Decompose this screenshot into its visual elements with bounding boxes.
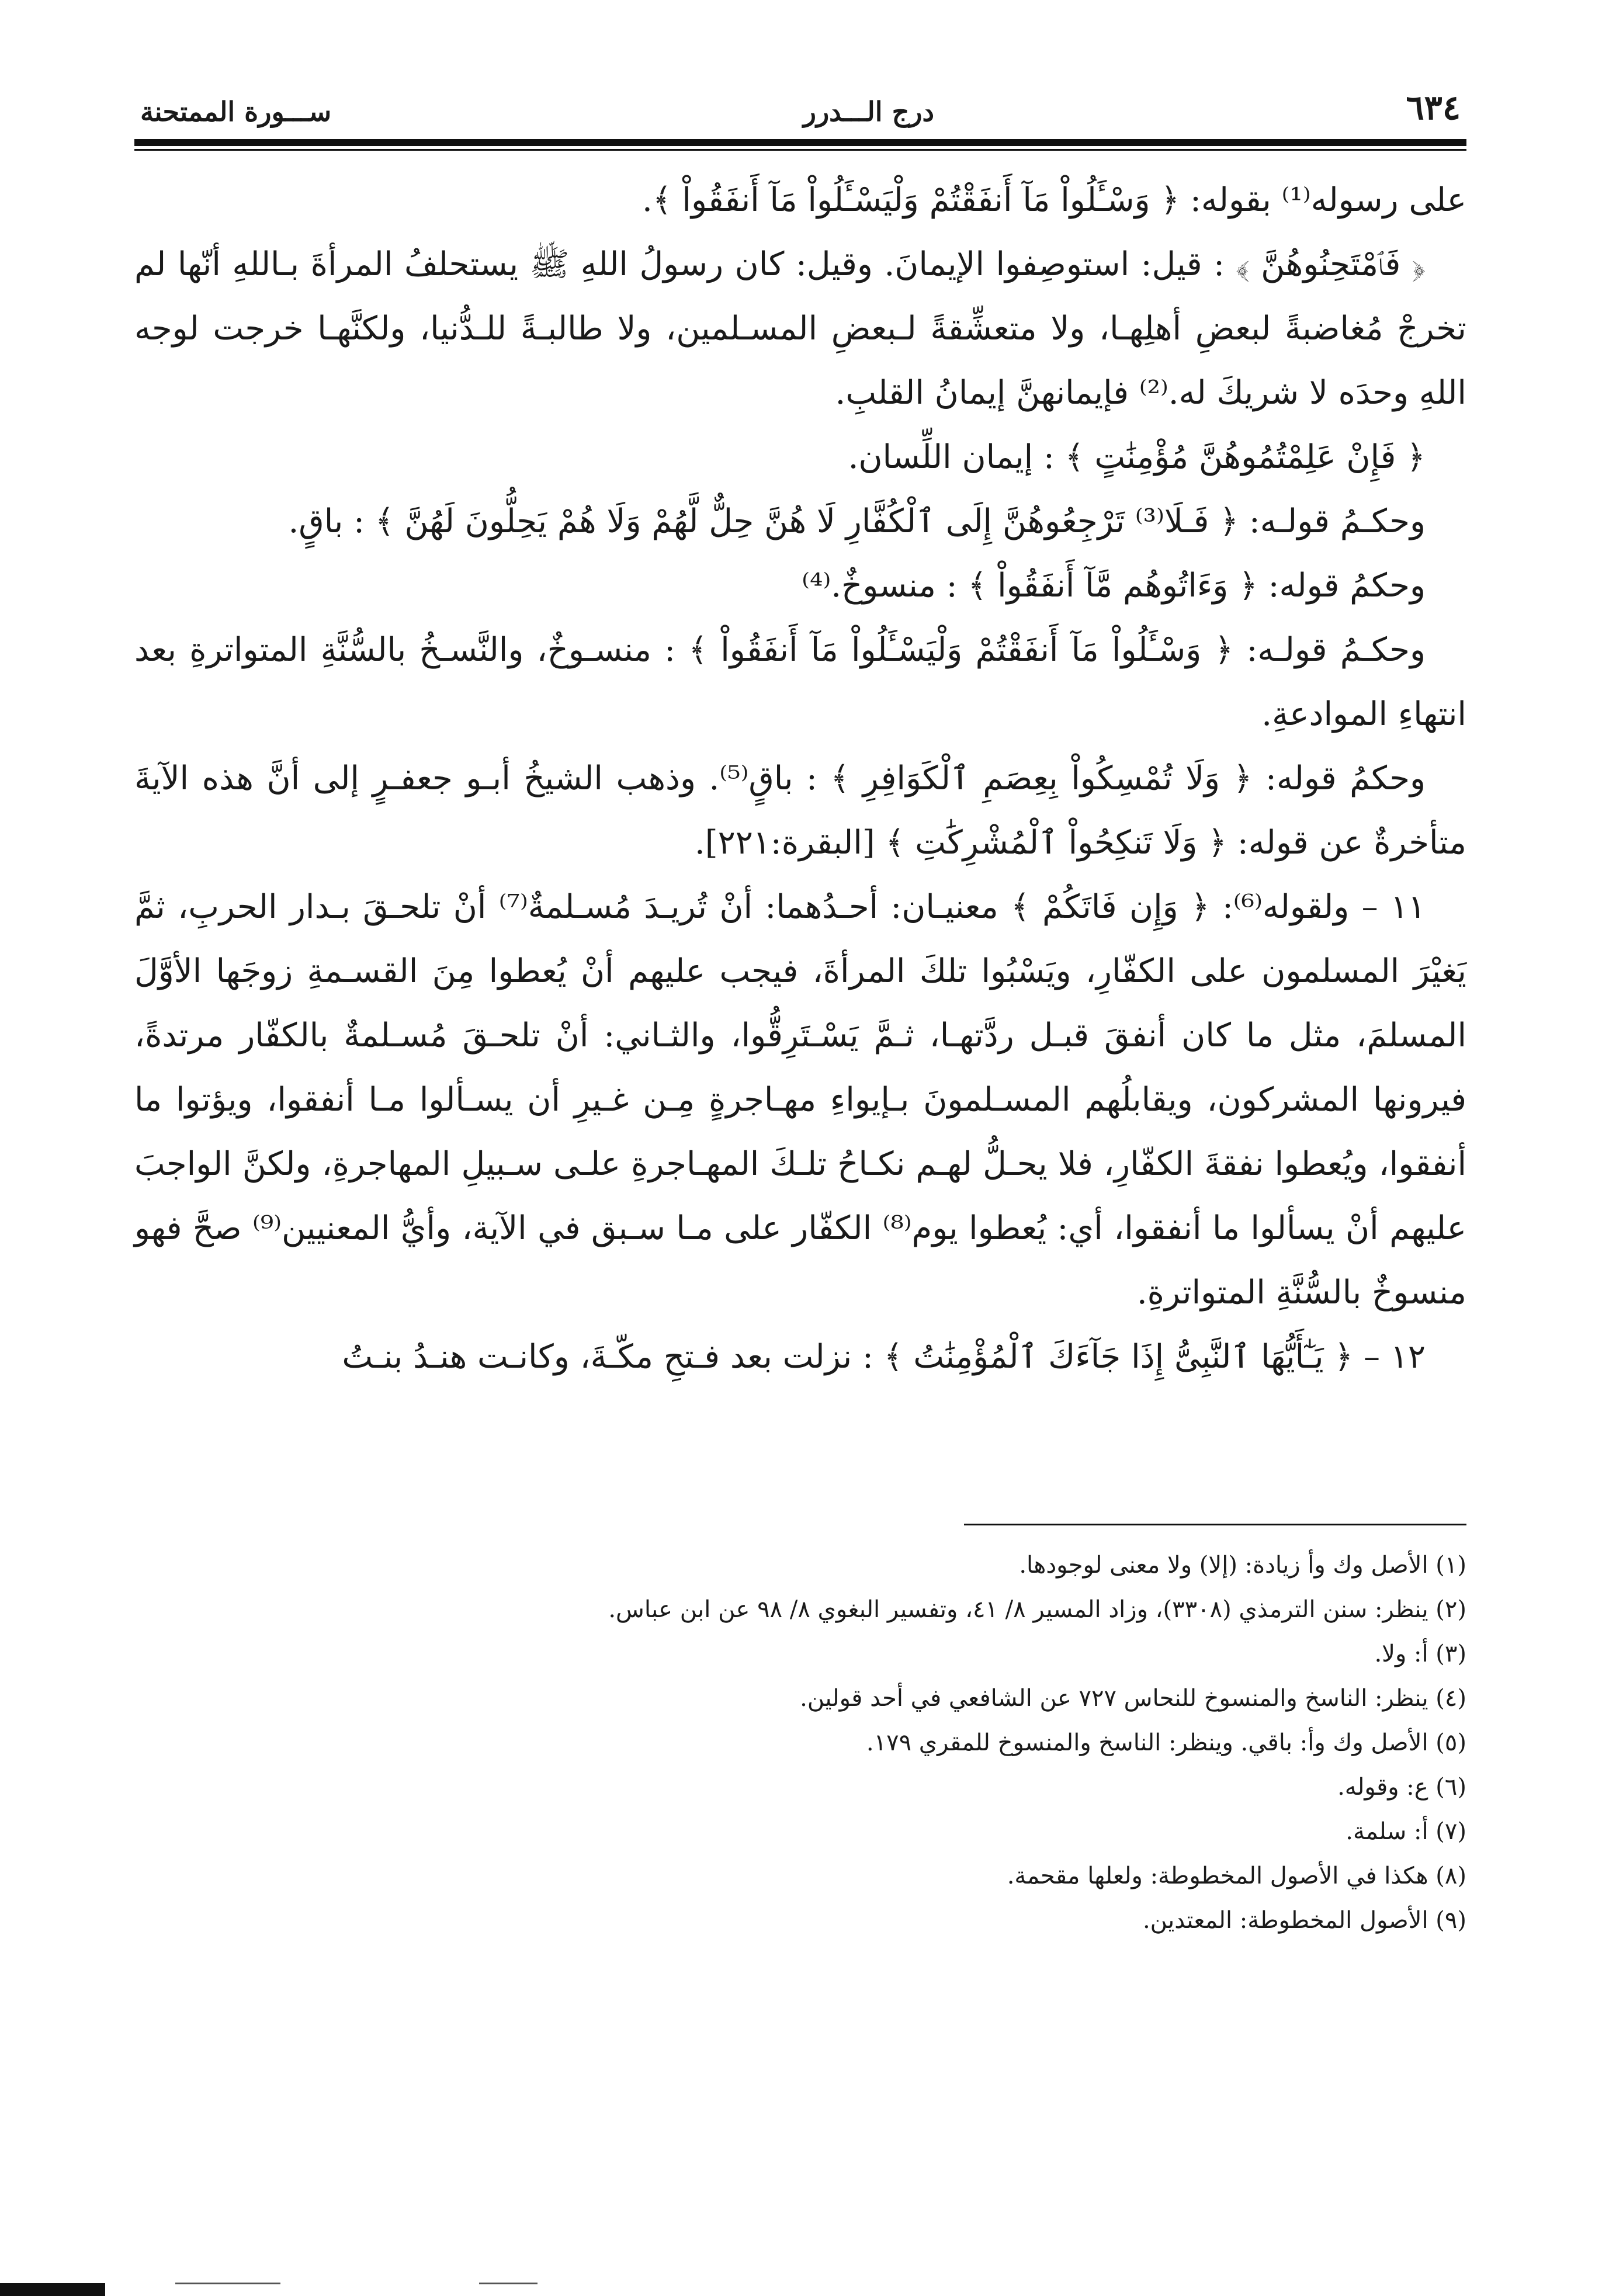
- page-header: [134, 88, 1466, 139]
- footnote: (٦) ع: وقوله.: [1337, 1773, 1466, 1801]
- paragraph: ﴿ فَإِنْ عَلِمْتُمُوهُنَّ مُؤْمِنَٰتٍ ﴾ : إيمان اللِّسان.: [848, 438, 1426, 476]
- footnote: (٨) هكذا في الأصول المخطوطة: ولعلها مقحمة.: [1007, 1862, 1466, 1889]
- paragraph: ١٢ – ﴿ يَـٰٓأَيُّهَا ٱلنَّبِىُّ إِذَا جَآءَكَ ٱلْمُؤْمِنَٰتُ ﴾ : نزلت بعد فـتحِ مكّـةَ، وكانـت هنـدُ بنـتُ: [342, 1337, 1426, 1376]
- paragraph: وحكـمُ قولـه: ﴿ فَـلَا⁽³⁾ تَرْجِعُوهُنَّ إِلَى ٱلْكُفَّارِ لَا هُنَّ حِلٌّ لَّهُمْ وَلَا هُمْ يَحِلُّونَ لَهُنَّ ﴾ : باقٍ.: [288, 502, 1426, 540]
- surah-title: ســـورة الممتحنة: [140, 96, 332, 128]
- paragraph: ١١ – ولقوله⁽⁶⁾: ﴿ وَإِن فَاتَكُمْ ﴾ معنيـان: أحـدُهما: أنْ تُريـدَ مُسـلمةٌ⁽⁷⁾ أنْ تلحـقَ بـدار الحربِ، ثمَّ يَغيْرَ المسلمون على الكفّارِ، ويَسْبُوا تلكَ المرأةَ، فيجب عليهم أنْ يُعطوا مِنَ القسـمةِ زوجَها الأوَّلَ المسلمَ، مثل ما كان أنفقَ قبـل ردَّتهـا، ثـمَّ يَسْـتَرِقُّوا، والثـاني: أنْ تلحـقَ مُسـلمةٌ بالكفّار مرتدةً، فيرونها المشركون، ويقابلُهم المسـلمونَ بـإيواءِ مهـاجرةٍ مِـن غـيرِ أن يسـألوا مـا أنفقوا، ويؤتوا ما أنفقوا، ويُعطوا نفقةَ الكفّارِ، فلا يحـلُّ لهـم نكـاحُ تلـكَ المهـاجرةِ علـى سـبيلِ المهاجرةِ، ولكنَّ الواجبَ عليهم أنْ يسألوا ما أنفقوا، أي: يُعطوا يوم⁽⁸⁾ الكفّار على مـا سـبق في الآية، وأيُّ المعنيين⁽⁹⁾ صحَّ فهو منسوخٌ بالسُّنَّةِ المتواترةِ.: [134, 887, 1467, 1312]
- paragraph: وحكمُ قوله: ﴿ وَءَاتُوهُم مَّآ أَنفَقُواْ ﴾ : منسوخٌ.⁽⁴⁾: [802, 566, 1426, 605]
- scan-footer-marks: [0, 2273, 1609, 2296]
- footnote: (٤) ينظر: الناسخ والمنسوخ للنحاس ٧٢٧ عن الشافعي في أحد قولين.: [800, 1684, 1466, 1712]
- footnote: (٥) الأصل وك وأ: باقي. وينظر: الناسخ والمنسوخ للمقري ١٧٩.: [866, 1729, 1466, 1756]
- header-rule-thin: [134, 149, 1466, 151]
- paragraph: وحكمُ قوله: ﴿ وَلَا تُمْسِكُواْ بِعِصَمِ ٱلْكَوَافِرِ ﴾ : باقٍ⁽⁵⁾. وذهب الشيخُ أبـو جعفـرٍ إلى أنَّ هذه الآيةَ متأخرةٌ عن قوله: ﴿ وَلَا تَنكِحُواْ ٱلْمُشْرِكَٰتِ ﴾ [البقرة:٢٢١].: [134, 759, 1466, 862]
- footnote-separator: [964, 1524, 1466, 1525]
- header-rule-thick: [134, 139, 1466, 146]
- footnotes: [134, 1543, 1466, 1943]
- paragraph: على رسوله⁽¹⁾ بقوله: ﴿ وَسْـَٔلُواْ مَآ أَنفَقْتُمْ وَلْيَسْـَٔلُواْ مَآ أَنفَقُواْ ﴾.: [642, 181, 1466, 219]
- scan-edge-line: [175, 2283, 280, 2284]
- paragraph: ﴿ فَٱمْتَحِنُوهُنَّ ﴾ : قيل: استوصِفوا الإيمانَ. وقيل: كان رسولُ اللهِ ﷺ يستحلفُ المرأةَ بـاللهِ أنّها لم تخرجْ مُغاضبةً لبعضِ أهلِهـا، ولا متعشِّقةً لـبعضِ المسـلمين، ولا طالبـةً للـدُّنيا، ولكنَّهـا خرجت لوجه اللهِ وحدَه لا شريكَ له.⁽²⁾ فإيمانهنَّ إيمانُ القلبِ.: [134, 245, 1466, 412]
- book-title: درج الـــدرر: [803, 96, 934, 128]
- scan-edge-line: [479, 2283, 538, 2284]
- scan-edge-bar: [0, 2283, 105, 2296]
- footnote: (٢) ينظر: سنن الترمذي (٣٣٠٨)، وزاد المسير ٨/ ٤١، وتفسير البغوي ٨/ ٩٨ عن ابن عباس.: [608, 1596, 1466, 1623]
- paragraph: وحكـمُ قولـه: ﴿ وَسْـَٔلُواْ مَآ أَنفَقْتُمْ وَلْيَسْـَٔلُواْ مَآ أَنفَقُواْ ﴾ : منسـوخٌ، والنَّسـخُ بالسُّنَّةِ المتواترةِ بعد انتهاءِ الموادعةِ.: [134, 630, 1466, 733]
- main-text: [134, 168, 1466, 1389]
- page-number: ٦٣٤: [1406, 88, 1461, 127]
- footnote: (٣) أ: ولا.: [1374, 1640, 1466, 1667]
- footnote: (٩) الأصول المخطوطة: المعتدين.: [1142, 1906, 1466, 1934]
- footnote: (١) الأصل وك وأ زيادة: (إلا) ولا معنى لوجودها.: [1019, 1551, 1466, 1579]
- book-page: [134, 88, 1466, 1943]
- footnote: (٧) أ: سلمة.: [1346, 1818, 1466, 1845]
